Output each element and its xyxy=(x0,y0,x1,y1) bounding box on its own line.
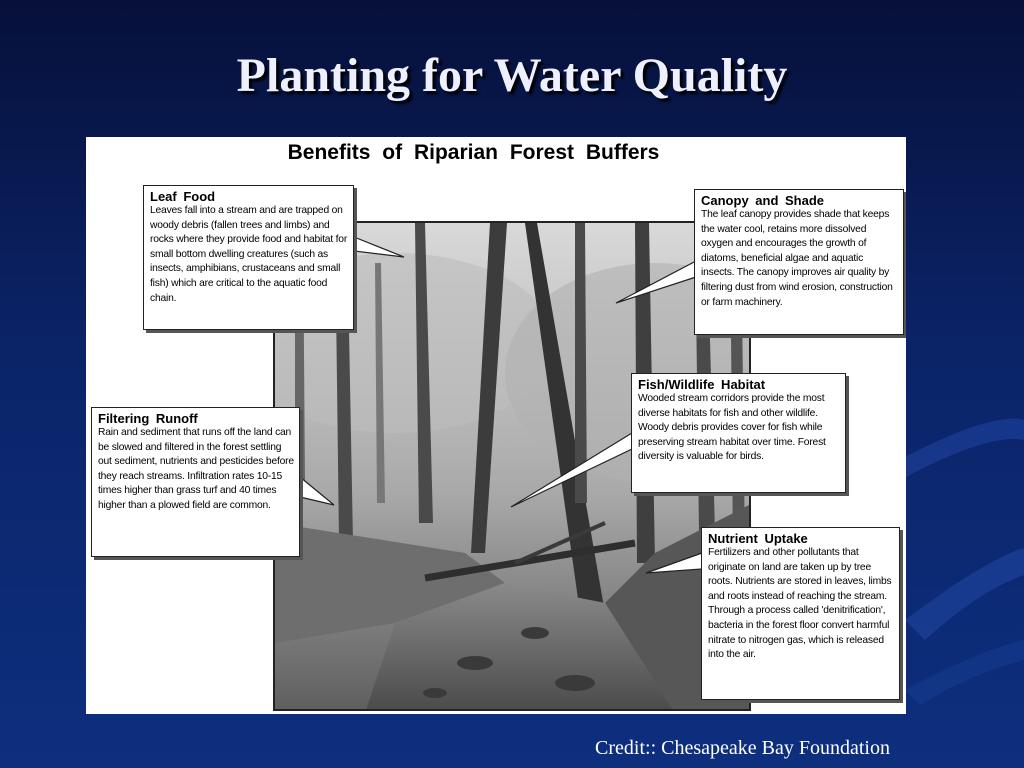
riparian-buffer-figure xyxy=(86,137,906,714)
image-credit: Credit:: Chesapeake Bay Foundation xyxy=(595,737,890,759)
callout-title: Fish/Wildlife Habitat xyxy=(638,377,766,392)
callout-text: The leaf canopy provides shade that keeps the water cool, retains more dissolved oxygen and encourages the growth of diatoms, beneficial algae and aquatic insects. The canopy improves air quality by filtering dust from wind erosion, construction or farm machinery. xyxy=(701,209,893,308)
slide-title: Planting for Water Quality xyxy=(236,49,788,102)
callout-text: Leaves fall into a stream and are trapped on woody debris (fallen trees and limbs) and rocks where they provide food and habitat for small bottom dwelling creatures (such as insects, amphibians, crustaceans and small fish) which are critical to the aquatic food chain. xyxy=(150,205,348,304)
callout-text: Wooded stream corridors provide the most diverse habitats for fish and other wildlife. Woody debris provides cover for fish while preserving stream habitat over time. Forest diversity is valuable for birds. xyxy=(638,393,826,463)
callout-title: Filtering Runoff xyxy=(98,411,198,426)
callout-filtering-runoff xyxy=(91,407,300,557)
callout-fish-wildlife xyxy=(631,373,846,493)
callout-canopy-shade xyxy=(694,189,904,335)
callout-title: Leaf Food xyxy=(150,189,216,204)
figure-heading: Benefits of Riparian Forest Buffers xyxy=(287,141,660,164)
callout-title: Nutrient Uptake xyxy=(708,531,808,546)
callout-nutrient-uptake xyxy=(701,527,900,700)
callout-text: Rain and sediment that runs off the land can be slowed and filtered in the forest settling out sediment, nutrients and pesticides before they reach streams. Infiltration rates 10-15 times higher than grass turf and 40 times higher than a plowed field are common. xyxy=(98,427,294,511)
callout-title: Canopy and Shade xyxy=(701,193,825,208)
callout-leaf-food xyxy=(143,185,354,330)
callout-text: Fertilizers and other pollutants that originate on land are taken up by tree roots. Nutrients are stored in leaves, limbs and roots instead of reaching the stream. Through a process called 'denitrification', bacteria in the forest floor convert harmful nitrate to nitrogen gas, which is released into the air. xyxy=(708,547,892,661)
